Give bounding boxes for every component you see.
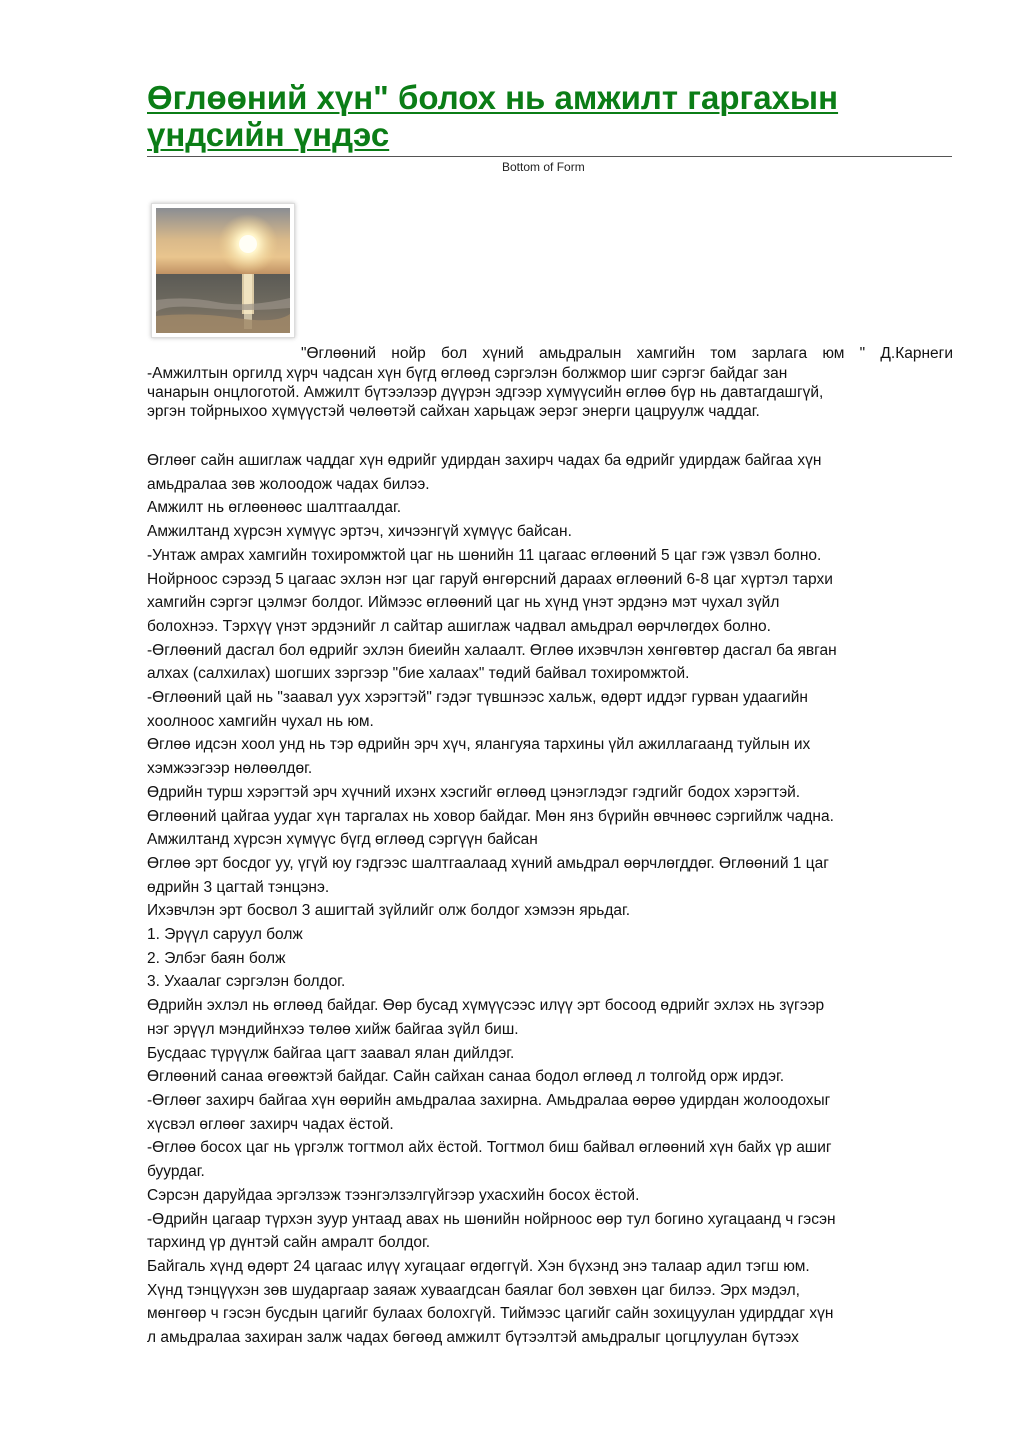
- bottom-of-form-label: Bottom of Form: [502, 160, 585, 174]
- text-line: Өглөөг сайн ашиглаж чаддаг хүн өдрийг удирдан захирч чадах ба өдрийг удирдаж байгаа хүн: [147, 452, 822, 469]
- article-title-link[interactable]: Өглөөний хүн" болох нь амжилт гаргахын үндсийн үндэс: [147, 79, 839, 153]
- text-line: Өглөөний санаа өгөөжтэй байдаг. Сайн сайхан санаа бодол өглөөд л толгойд орж ирдэг.: [147, 1068, 785, 1086]
- text-line: нэг эрүүл мэндийнхээ төлөө хийж байгаа зүйл биш.: [147, 1020, 519, 1038]
- text-line: тархинд үр дүнтэй сайн амралт болдог.: [147, 1234, 431, 1252]
- text-line: мөнгөөр ч гэсэн бусдын цагийг булаах болохгүй. Тиймээс цагийг сайн зохицуулан удирддаг хүн: [147, 1305, 834, 1323]
- text-line: хэмжээгээр нөлөөлдөг.: [147, 760, 313, 778]
- text-line: эргэн тойрныхоо хүмүүстэй чөлөөтэй сайхан харьцаж эерэг энерги цацруулж чаддаг.: [147, 403, 760, 420]
- text-line: -Өглөөг захирч байгаа хүн өөрийн амьдралаа захирна. Амьдралаа өөрөө удирдан жолоодохыг: [147, 1091, 831, 1109]
- text-line: л амьдралаа захиран залж чадах бөгөөд амжилт бүтээлтэй амьдралыг цогцлуулан бүтээх: [147, 1329, 799, 1347]
- text-line: Амжилтанд хүрсэн хүмүүс бүгд өглөөд сэргүүн байсан: [147, 831, 538, 849]
- text-line: Өдрийн эхлэл нь өглөөд байдаг. Өөр бусад хүмүүсээс илүү эрт босоод өдрийг эхлэх нь зүгээр: [147, 997, 825, 1015]
- text-line: амьдралаа зөв жолоодож чадах билээ.: [147, 475, 430, 493]
- text-line: хамгийн сэргэг цэлмэг болдог. Иймээс өглөөний цаг нь хүнд үнэт эрдэнэ мэт чухал зүйл: [147, 594, 780, 612]
- text-line: буурдаг.: [147, 1163, 205, 1181]
- text-line: Амжилт нь өглөөнөөс шалтгаалдаг.: [147, 499, 402, 517]
- quote-text: "Өглөөний нойр бол хүний амьдралын хамгийн том зарлага юм " Д.Карнеги: [301, 345, 953, 362]
- text-line: -Амжилтын оргилд хүрч чадсан хүн бүгд өглөөд сэргэлэн болжмор шиг сэргэг байдаг зан: [147, 365, 788, 382]
- text-line: Сэрсэн даруйдаа эргэлзэж тээнгэлзэлгүйгээр ухасхийн босох ёстой.: [147, 1186, 640, 1204]
- text-line: -Унтаж амрах хамгийн тохиромжтой цаг нь шөнийн 11 цагаас өглөөний 5 цаг гэж үзвэл болно.: [147, 546, 822, 564]
- text-line: Бусдаас түрүүлж байгаа цагт заавал ялан дийлдэг.: [147, 1044, 515, 1062]
- text-line: алхах (салхилах) шогших зэргээр "бие халаах" төдий байвал тохиромжтой.: [147, 665, 690, 683]
- text-line: -Өглөө босох цаг нь үргэлж тогтмол айх ёстой. Тогтмол биш байвал өглөөний хүн байх үр ашиг: [147, 1139, 832, 1157]
- intro-paragraph: [147, 364, 953, 421]
- text-line: -Өдрийн цагаар түрхэн зуур унтаад авах нь шөнийн нойрноос өөр тул богино хугацаанд ч гэсэн: [147, 1210, 836, 1228]
- text-line: Өглөө идсэн хоол унд нь тэр өдрийн эрч хүч, ялангуяа тархины үйл ажиллагаанд туйлын их: [147, 736, 811, 754]
- text-line: чанарын онцлоготой. Амжилт бүтээлээр дүүрэн эдгээр хүмүүсийн өглөө бүр нь давтагдашгүй,: [147, 384, 824, 401]
- text-line: Амжилтанд хүрсэн хүмүүс эртэч, хичээнгүй хүмүүс байсан.: [147, 523, 572, 541]
- text-line: Байгаль хүнд өдөрт 24 цагаас илүү хугацааг өгдөггүй. Хэн бүхэнд энэ талаар адил тэгш юм.: [147, 1257, 810, 1275]
- list-item: 1. Эрүүл саруул болж: [147, 926, 303, 944]
- text-line: -Өглөөний цай нь "заавал уух хэрэгтэй" гэдэг түвшнээс хальж, өдөрт иддэг гурван удаагийн: [147, 689, 808, 707]
- text-line: өдрийн 3 цагтай тэнцэнэ.: [147, 878, 330, 896]
- text-line: Нойрноос сэрээд 5 цагаас эхлэн нэг цаг гаруй өнгөрсний дараах өглөөний 6-8 цаг хүртэл тархи: [147, 570, 833, 588]
- text-line: Өглөө эрт босдог уу, үгүй юу гэдгээс шалтгаалаад хүний амьдрал өөрчлөгддөг. Өглөөний 1 цаг: [147, 854, 829, 872]
- horizontal-rule: [147, 156, 952, 157]
- article-photo: [151, 203, 295, 338]
- text-line: Өглөөний цайгаа уудаг хүн таргалах нь ховор байдаг. Мөн янз бүрийн өвчнөөс сэргийлж чадна.: [147, 807, 834, 825]
- list-item: 2. Элбэг баян болж: [147, 949, 286, 967]
- text-line: Хүнд тэнцүүхэн зөв шударгаар заяаж хуваагдсан баялаг бол зөвхөн цаг билээ. Эрх мэдэл,: [147, 1281, 800, 1299]
- text-line: Ихэвчлэн эрт босвол 3 ашигтай зүйлийг олж болдог хэмээн ярьдаг.: [147, 902, 631, 920]
- text-line: хоолноос хамгийн чухал нь юм.: [147, 712, 374, 730]
- text-line: болохнээ. Тэрхүү үнэт эрдэнийг л сайтар ашиглаж чадвал амьдрал өөрчлөгдөх болно.: [147, 617, 771, 635]
- text-line: -Өглөөний дасгал бол өдрийг эхлэн биеийн халаалт. Өглөө ихэвчлэн хөнгөвтөр дасгал ба явган: [147, 641, 837, 659]
- list-item: 3. Ухаалаг сэргэлэн болдог.: [147, 973, 346, 991]
- sunset-over-sea-icon: [156, 208, 290, 333]
- text-line: хүсвэл өглөөг захирч чадах ёстой.: [147, 1115, 394, 1133]
- text-line: Өдрийн турш хэрэгтэй эрч хүчний ихэнх хэсгийг өглөөд цэнэглэдэг гэдгийг бодох хэрэгтэй.: [147, 783, 801, 801]
- body-text: [147, 449, 953, 1350]
